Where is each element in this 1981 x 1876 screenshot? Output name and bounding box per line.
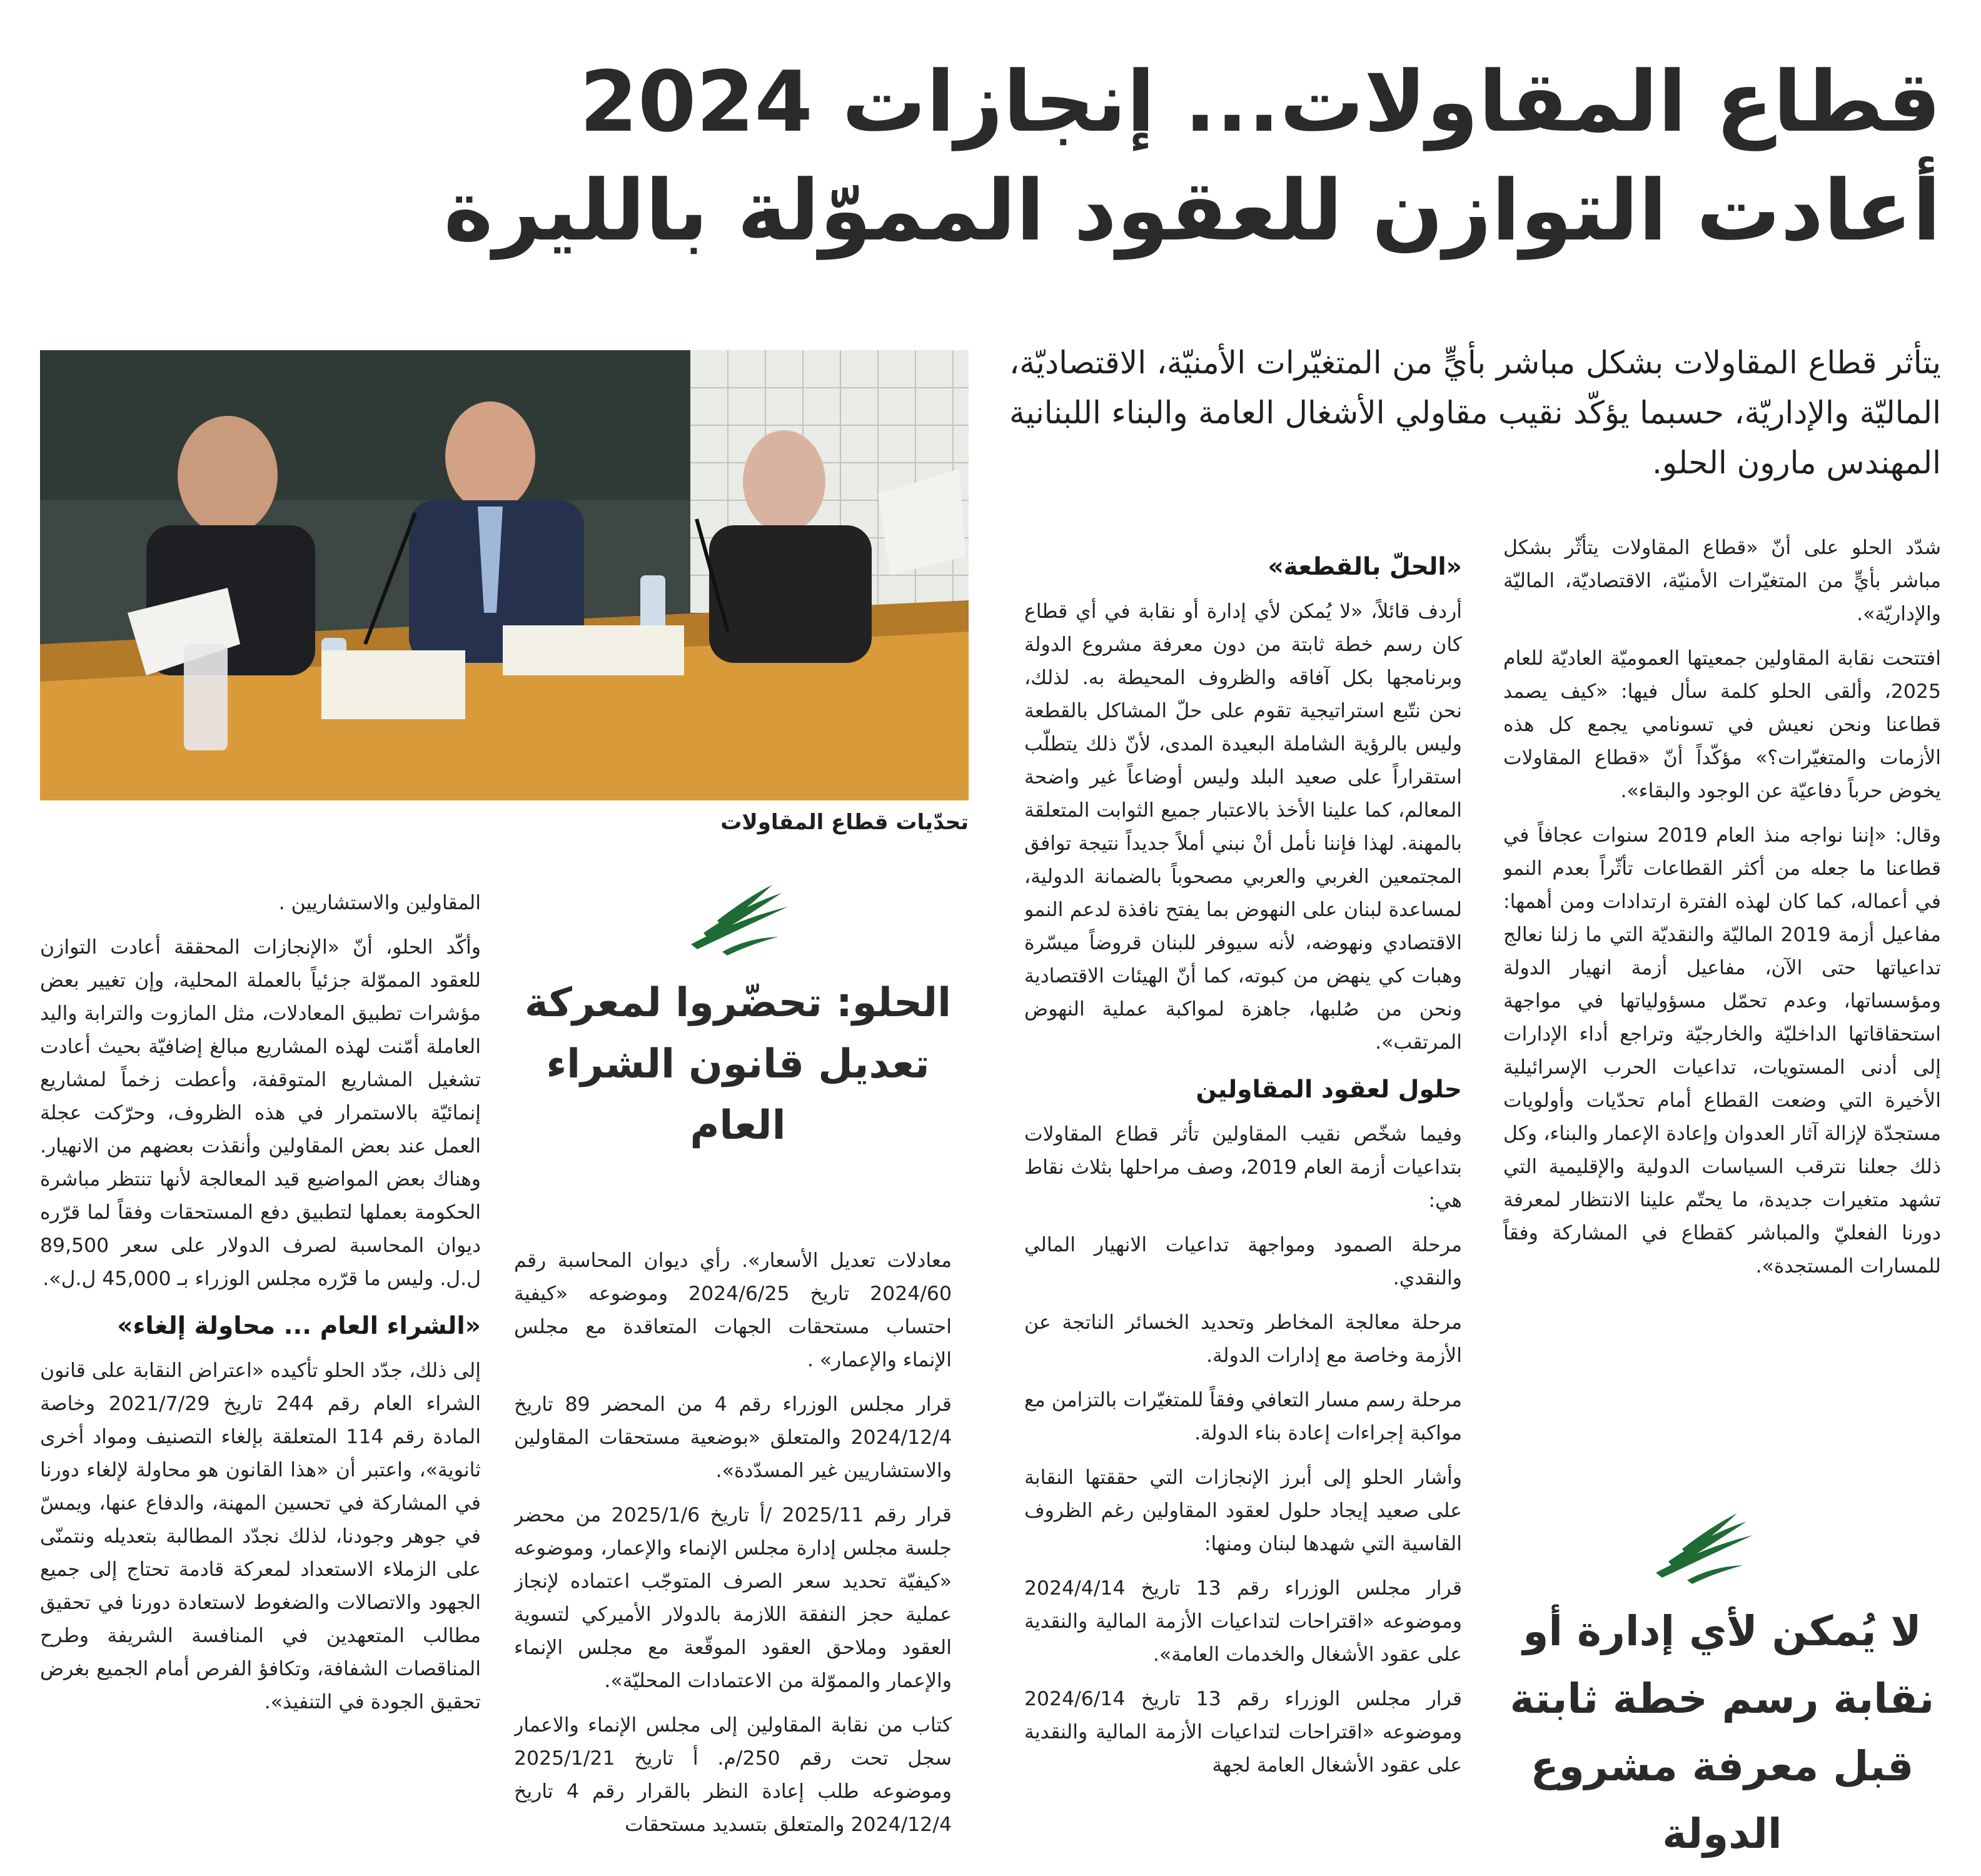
article-column-4: [40, 887, 481, 1868]
paragraph: قرار مجلس الوزراء رقم 13 تاريخ 2024/4/14 وموضوعه «اقتراحات لتداعيات الأزمة المالية والنقدية على عقود الأشغال والخدمات العامة».: [1024, 1577, 1462, 1666]
article-column-3: [514, 1244, 952, 1870]
paragraph: مرحلة الصمود ومواجهة تداعيات الانهيار المالي والنقدي.: [1024, 1234, 1462, 1289]
paragraph: وفيما شخّص نقيب المقاولين تأثر قطاع المقاولات بتداعيات أزمة العام 2019، وصف مراحلها بثلاث نقاط هي:: [1024, 1123, 1462, 1212]
pull-quote-2: لا يُمكن لأي إدارة أو نقابة رسم خطة ثابتة قبل معرفة مشروع الدولة: [1510, 1607, 1935, 1858]
article-column-1: [1503, 532, 1941, 1470]
paragraph: المقاولين والاستشاريين .: [278, 892, 481, 914]
cedar-icon: [1643, 1510, 1762, 1585]
paragraph: مرحلة رسم مسار التعافي وفقاً للمتغيّرات بالتزامن مع مواكبة إجراءات إعادة بناء الدولة.: [1024, 1389, 1462, 1445]
paragraph: إلى ذلك، جدّد الحلو تأكيده «اعتراض النقابة على قانون الشراء العام رقم 244 تاريخ 2021/7/29 وخاصة المادة رقم 114 المتعلقة بإلغاء التصنيف ومواد أخرى ثانوية»، واعتبر أن «هذا القانون هو محاولة لإلغاء دورنا في المشاركة في تحسين المهنة، والدفاع عنها، ويمسّ في جوهر وجودنا، لذلك نجدّد المطالبة بتعديله ونتمنّى على الزملاء الاستعداد لمعركة قادمة تحتاج إلى جميع الجهود والاتصالات والضغوط لاستعادة دورنا في تحقيق مطالب المتعهدين في المنافسة الشريفة وطرح المناقصات الشفافة، وتكافؤ الفرص أمام الجميع بغرض تحقيق الجودة في التنفيذ».: [40, 1359, 481, 1713]
cedar-icon: [678, 882, 797, 957]
article-photo: [40, 350, 969, 800]
paragraph: افتتحت نقابة المقاولين جمعيتها العموميّة العاديّة للعام 2025، وألقى الحلو كلمة سأل فيها: «كيف يصمد قطاعنا ونحن نعيش في تسونامي يجمع كل هذه الأزمات والمتغيّرات؟» مؤكّداً أنّ «قطاع المقاولات يخوض حرباً دفاعيّة عن الوجود والبقاء».: [1503, 647, 1941, 802]
article-column-2: [1024, 539, 1462, 1858]
paragraph: كتاب من نقابة المقاولين إلى مجلس الإنماء والاعمار سجل تحت رقم 250/م. أ تاريخ 2025/1/21 وموضوعه طلب إعادة النظر بالقرار رقم 4 تاريخ 2024/12/4 والمتعلق بتسديد مستحقات: [514, 1714, 952, 1836]
paragraph: شدّد الحلو على أنّ «قطاع المقاولات يتأثّر بشكل مباشر بأيٍّ من المتغيّرات الأمنيّة، الاقتصاديّة، الماليّة والإداريّة».: [1503, 537, 1941, 625]
lead-paragraph: يتأثر قطاع المقاولات بشكل مباشر بأيٍّ من المتغيّرات الأمنيّة، الاقتصاديّة، الماليّة والإداريّة، حسبما يؤكّد نقيب مقاولي الأشغال العامة والبناء اللبنانية المهندس مارون الحلو.: [1009, 345, 1941, 481]
headline-line-2: أعادت التوازن للعقود المموّلة بالليرة: [443, 162, 1941, 260]
paragraph: قرار مجلس الوزراء رقم 13 تاريخ 2024/6/14 وموضوعه «اقتراحات لتداعيات الأزمة المالية والنقدية على عقود الأشغال العامة لجهة: [1024, 1688, 1462, 1777]
paragraph: وأشار الحلو إلى أبرز الإنجازات التي حققتها النقابة على صعيد إيجاد حلول لعقود المقاولين رغم الظروف القاسية التي شهدها لبنان ومنها:: [1024, 1466, 1462, 1555]
photo-caption: تحدّيات قطاع المقاولات: [720, 810, 969, 835]
paragraph: وأكّد الحلو، أنّ «الإنجازات المحققة أعادت التوازن للعقود المموّلة جزئياً بالعملة المحلية، وإن تغيير بعض مؤشرات تطبيق المعادلات، مثل المازوت والترابة واليد العاملة أمّنت لهذه المشاريع مبالغ إضافيّة بحيث أعادت تشغيل المشاريع المتوقفة، وأعطت زخماً لمشاريع إنمائيّة بالاستمرار في هذه الظروف، وحرّكت عجلة العمل عند بعض المقاولين وأنقذت بعضهم من الانهيار. وهناك بعض المواضيع قيد المعالجة لأنها تنتظر مباشرة الحكومة بعملها لتطبيق دفع المستحقات وفقاً لما قرّره ديوان المحاسبة لصرف الدولار على سعر 89,500 ل.ل. وليس ما قرّره مجلس الوزراء بـ 45,000 ل.ل».: [40, 936, 481, 1290]
section-heading: حلول لعقود المقاولين: [1196, 1076, 1462, 1104]
paragraph: معادلات تعديل الأسعار». رأي ديوان المحاسبة رقم 2024/60 تاريخ 2024/6/25 وموضوعه «كيفية احتساب مستحقات الجهات المتعاقدة مع مجلس الإنماء والإعمار» .: [514, 1249, 952, 1371]
section-heading: «الحلّ بالقطعة»: [1268, 553, 1462, 581]
headline-line-1: قطاع المقاولات... إنجازات 2024: [579, 53, 1941, 151]
pull-quote-1: الحلو: تحضّروا لمعركة تعديل قانون الشراء العام: [524, 980, 952, 1149]
paragraph: مرحلة معالجة المخاطر وتحديد الخسائر الناتجة عن الأزمة وخاصة مع إدارات الدولة.: [1024, 1311, 1462, 1367]
paragraph: أردف قائلاً، «لا يُمكن لأي إدارة أو نقابة في أي قطاع كان رسم خطة ثابتة من دون معرفة مشروع الدولة وبرنامجها بكل آفاقه والظروف المحيطة به. لذلك، نحن نتّبع استراتيجية تقوم على حلّ المشاكل بالقطعة وليس بالرؤية الشاملة البعيدة المدى، لأنّ ذلك يتطلّب استقراراً على صعيد البلد وليس أوضاعاً غير واضحة المعالم، كما علينا الأخذ بالاعتبار جميع الثوابت المتعلقة بالمهنة. لهذا فإننا نأمل أنْ نبني أملاً جديداً نتيجة توافق المجتمعين الغربي والعربي مصحوباً بالضمانة الدولية، لمساعدة لبنان على النهوض بما يفتح نافذة لدعم النمو الاقتصادي ونهوضه، لأنه سيوفر للبنان قروضاً ميسّرة وهبات كي ينهض من كبوته، كما أنّ الهيئات الاقتصادية ونحن من صُلبها، جاهزة لمواكبة عملية النهوض المرتقب».: [1024, 600, 1462, 1054]
section-heading: «الشراء العام ... محاولة إلغاء»: [117, 1312, 481, 1340]
paragraph: قرار مجلس الوزراء رقم 4 من المحضر 89 تاريخ 2024/12/4 والمتعلق «بوضعية مستحقات المقاولين والاستشاريين غير المسدّدة».: [514, 1393, 952, 1482]
paragraph: قرار رقم 2025/11 /أ تاريخ 2025/1/6 من محضر جلسة مجلس إدارة مجلس الإنماء والإعمار، وموضوعه «كيفيّة تحديد سعر الصرف المتوجّب اعتماده لإنجاز عملية حجز النفقة اللازمة بالدولار الأميركي لتسوية العقود وملاحق العقود الموقّعة مع مجلس الإنماء والإعمار والمموّلة من الاعتمادات المحليّة».: [514, 1504, 952, 1692]
paragraph: وقال: «إننا نواجه منذ العام 2019 سنوات عجافاً في قطاعنا ما جعله من أكثر القطاعات تأثّراً بعدم النمو في أعماله، كما كان لهذه الفترة ارتدادات ومن أهمها: مفاعيل أزمة 2019 الماليّة والنقديّة التي ما زلنا نعالج تداعياتها حتى الآن، مفاعيل أزمة انهيار الدولة ومؤسساتها، وعدم تحمّل مسؤولياتها في مواجهة استحقاقاتها الداخليّة والخارجيّة وتراجع أداء الإدارات إلى أدنى المستويات، تداعيات الحرب الإسرائيلية الأخيرة التي وضعت القطاع أمام تحدّيات وأولويات مستجدّة لإزالة آثار العدوان وإعادة الإعمار والبناء، وكل ذلك جعلنا نترقب السياسات الدولية والإقليمية التي تشهد متغيرات جديدة، ما يحتّم علينا الانتظار لمعرفة دورنا الفعليّ والمباشر كقطاع في المشاركة وفقاً للمسارات المستجدة».: [1503, 824, 1941, 1278]
